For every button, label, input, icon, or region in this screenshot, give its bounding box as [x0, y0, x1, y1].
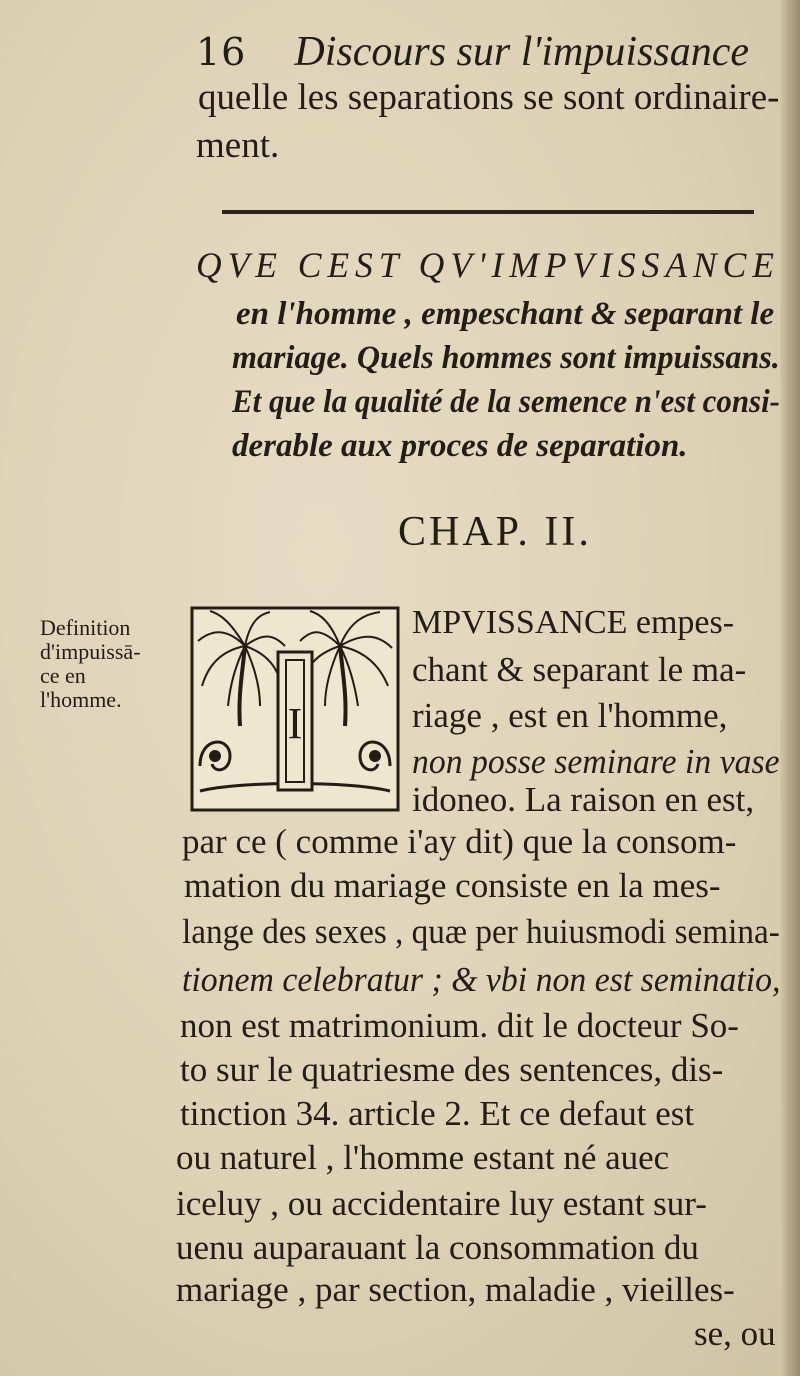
section-heading-line: Et que la qualité de la semence n'est consi- [232, 384, 780, 420]
body-line: idoneo. La raison en est, [412, 780, 755, 819]
chapter-title: CHAP. II. [398, 509, 592, 555]
body-line: mation du mariage consiste en la mes- [184, 866, 721, 905]
intro-line: quelle les separations se sont ordinaire- [198, 77, 780, 118]
section-rule [222, 210, 754, 214]
body-line: iceluy , ou accidentaire luy estant sur- [176, 1184, 707, 1223]
section-heading-line: derable aux proces de separation. [232, 428, 688, 464]
margin-note-line: d'impuissā- [40, 639, 141, 664]
body-line: non posse seminare in vase [412, 742, 780, 781]
drop-cap-letter: I [287, 699, 303, 748]
section-heading-line: mariage. Quels hommes sont impuissans. [232, 340, 780, 376]
body-line: uenu auparauant la consommation du [176, 1228, 699, 1267]
body-line: MPVISSANCE empes- [412, 604, 735, 641]
woodcut-drop-cap-illustration [190, 606, 400, 812]
body-line: ou naturel , l'homme estant né auec [176, 1138, 670, 1177]
body-line: lange des sexes , quæ per huiusmodi semina- [182, 912, 780, 951]
body-line: riage , est en l'homme, [412, 696, 728, 735]
body-line: se, ou [694, 1314, 776, 1353]
running-head [196, 28, 749, 76]
section-heading-line: en l'homme , empeschant & separant le [236, 296, 775, 332]
body-line: chant & separant le ma- [412, 650, 747, 689]
section-heading-caps: QVE CEST QV'IMPVISSANCE [196, 245, 780, 285]
margin-note-line: ce en [40, 663, 86, 688]
body-line: tionem celebratur ; & vbi non est seminatio, [182, 960, 781, 999]
intro-line: ment. [196, 125, 280, 166]
page-number: 16 [196, 30, 247, 74]
page-edge [780, 0, 800, 1376]
body-line: non est matrimonium. dit le docteur So- [180, 1006, 739, 1045]
body-line: par ce ( comme i'ay dit) que la consom- [182, 822, 737, 861]
body-line: mariage , par section, maladie , vieilles- [176, 1270, 735, 1309]
margin-note [40, 616, 141, 712]
running-title: Discours sur l'impuissance [294, 29, 750, 75]
body-line: tinction 34. article 2. Et ce defaut est [180, 1094, 695, 1133]
margin-note-line: Definition [40, 615, 131, 640]
body-line: to sur le quatriesme des sentences, dis- [180, 1050, 724, 1089]
margin-note-line: l'homme. [40, 687, 122, 712]
